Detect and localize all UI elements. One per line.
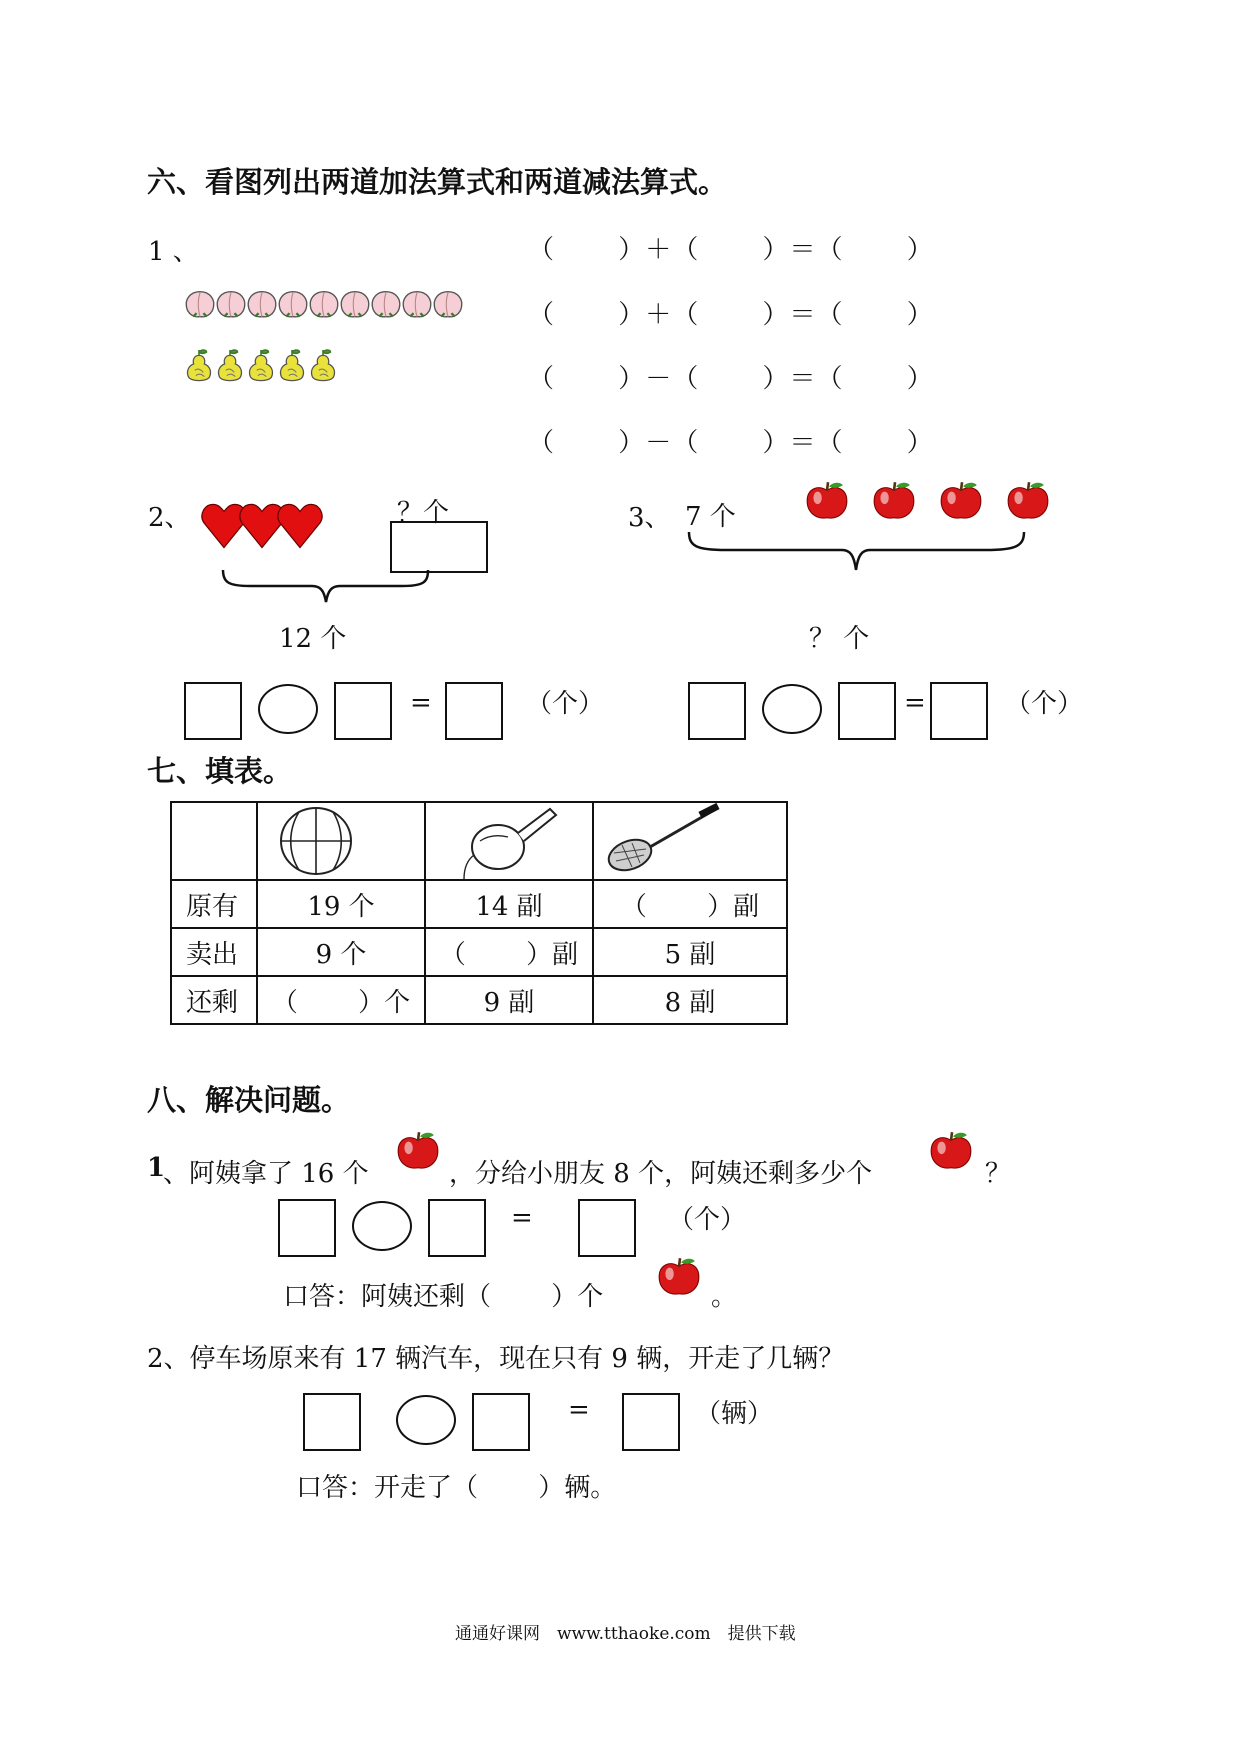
peach-icon — [341, 292, 369, 317]
table-blank-cell[interactable]: （ ）个 — [257, 976, 425, 1024]
p2-answer-text: 口答：开走了（ ）辆。 — [296, 1473, 617, 1503]
peach-icon — [310, 292, 338, 317]
p1-unit: （个） — [668, 1205, 747, 1235]
question-1-label: 1 、 — [148, 237, 199, 267]
pear-icon — [281, 350, 304, 381]
p1-equals-sign: = — [511, 1203, 533, 1233]
section-6-title: 六、看图列出两道加法算式和两道减法算式。 — [147, 165, 728, 199]
footer-source: 通通好课网 www.tthaoke.com 提供下载 — [455, 1624, 796, 1644]
peach-icon-group — [183, 283, 473, 325]
pear-icon — [250, 350, 273, 381]
heart-icon — [240, 504, 284, 547]
q3-equals-sign: = — [904, 688, 926, 718]
problem-1-text-c: ？ — [985, 1159, 1012, 1189]
table-cell: 9 个 — [257, 928, 425, 976]
q3-brace — [686, 530, 1030, 576]
table-row — [171, 976, 787, 1024]
table-cell: 8 副 — [593, 976, 787, 1024]
heart-icon — [278, 504, 322, 547]
q2-total-label: 12 个 — [279, 624, 347, 654]
table-corner-cell — [171, 802, 257, 880]
q3-total-label: ？ 个 — [809, 624, 870, 654]
pear-row — [183, 345, 353, 389]
q2-unknown-box[interactable] — [390, 521, 488, 573]
apples — [804, 480, 1064, 524]
equation-sub-2: （ ）－（ ）＝（ ） — [528, 428, 934, 458]
heart-icon-group — [200, 498, 324, 558]
p2-answer-box-1[interactable] — [303, 1393, 361, 1451]
table-cell: 9 副 — [425, 976, 593, 1024]
section-8-title: 八、解决问题。 — [147, 1083, 351, 1117]
apple-icon — [928, 1130, 974, 1172]
apple-icon — [395, 1130, 441, 1172]
p2-unit: （辆） — [695, 1399, 774, 1429]
problem-1-number: 1 — [147, 1153, 166, 1183]
row-label: 卖出 — [171, 928, 257, 976]
q3-unit: （个） — [1005, 689, 1084, 719]
peach-icon — [248, 292, 276, 317]
equation-add-2: （ ）＋（ ）＝（ ） — [528, 300, 934, 330]
q3-answer-box-3[interactable] — [930, 682, 988, 740]
equation-sub-1: （ ）－（ ）＝（ ） — [528, 364, 934, 394]
heart-icon — [202, 504, 246, 547]
badminton-racket-icon — [604, 803, 724, 879]
table-row — [171, 928, 787, 976]
ping-pong-paddle-icon — [458, 803, 568, 879]
q3-answer-box-2[interactable] — [838, 682, 896, 740]
peach-icon — [186, 292, 214, 317]
q2-answer-box-1[interactable] — [184, 682, 242, 740]
table-cell: 5 副 — [593, 928, 787, 976]
question-3-label: 3、 — [628, 503, 671, 533]
inventory-table — [170, 801, 788, 1025]
table-header-basketball — [257, 802, 425, 880]
p1-answer-box-1[interactable] — [278, 1199, 336, 1257]
apple-icon — [807, 482, 847, 518]
pear-icon — [312, 350, 335, 381]
basketball-icon — [276, 805, 366, 877]
table-blank-cell[interactable]: （ ）副 — [593, 880, 787, 928]
problem-2-text: 2、停车场原来有 17 辆汽车，现在只有 9 辆，开走了几辆？ — [147, 1344, 845, 1374]
q3-operator-circle[interactable] — [762, 684, 822, 734]
table-row — [171, 880, 787, 928]
apple-icon — [874, 482, 914, 518]
apple-icon — [941, 482, 981, 518]
p2-answer-box-2[interactable] — [472, 1393, 530, 1451]
p1-answer-box-3[interactable] — [578, 1199, 636, 1257]
pear-icon-group — [183, 345, 353, 389]
p2-equals-sign: = — [568, 1395, 590, 1425]
p1-answer-end: 。 — [711, 1282, 738, 1312]
q2-unit: （个） — [526, 689, 605, 719]
peach-row — [183, 283, 473, 325]
hearts — [200, 498, 324, 558]
p1-operator-circle[interactable] — [352, 1201, 412, 1251]
peach-icon — [403, 292, 431, 317]
peach-icon — [434, 292, 462, 317]
q2-answer-box-3[interactable] — [445, 682, 503, 740]
table-header-racket — [593, 802, 787, 880]
table-blank-cell[interactable]: （ ）副 — [425, 928, 593, 976]
p2-operator-circle[interactable] — [396, 1395, 456, 1445]
peach-icon — [279, 292, 307, 317]
q2-unknown-label: ？个 — [397, 498, 450, 528]
question-2-label: 2、 — [148, 503, 191, 533]
equation-add-1: （ ）＋（ ）＝（ ） — [528, 235, 934, 265]
table-cell: 19 个 — [257, 880, 425, 928]
apple-icon-group — [804, 480, 1064, 524]
pear-icon — [188, 350, 211, 381]
p1-answer-text: 口答：阿姨还剩（ ）个 — [283, 1282, 604, 1312]
table-cell: 14 副 — [425, 880, 593, 928]
q3-known-label: 7 个 — [685, 502, 736, 532]
problem-1-text-b: ，分给小朋友 8 个，阿姨还剩多少个 — [449, 1159, 873, 1189]
row-label: 原有 — [171, 880, 257, 928]
q2-answer-box-2[interactable] — [334, 682, 392, 740]
p2-answer-box-3[interactable] — [622, 1393, 680, 1451]
peach-icon — [217, 292, 245, 317]
apple-icon — [656, 1256, 702, 1298]
row-label: 还剩 — [171, 976, 257, 1024]
q2-operator-circle[interactable] — [258, 684, 318, 734]
p1-answer-box-2[interactable] — [428, 1199, 486, 1257]
q2-brace — [220, 568, 432, 608]
section-7-title: 七、填表。 — [147, 754, 293, 788]
table-header-paddle — [425, 802, 593, 880]
problem-1-text-a: 、阿姨拿了 16 个 — [163, 1159, 369, 1189]
pear-icon — [219, 350, 242, 381]
q2-equals-sign: = — [410, 688, 432, 718]
peach-icon — [372, 292, 400, 317]
q3-answer-box-1[interactable] — [688, 682, 746, 740]
apple-icon — [1008, 482, 1048, 518]
